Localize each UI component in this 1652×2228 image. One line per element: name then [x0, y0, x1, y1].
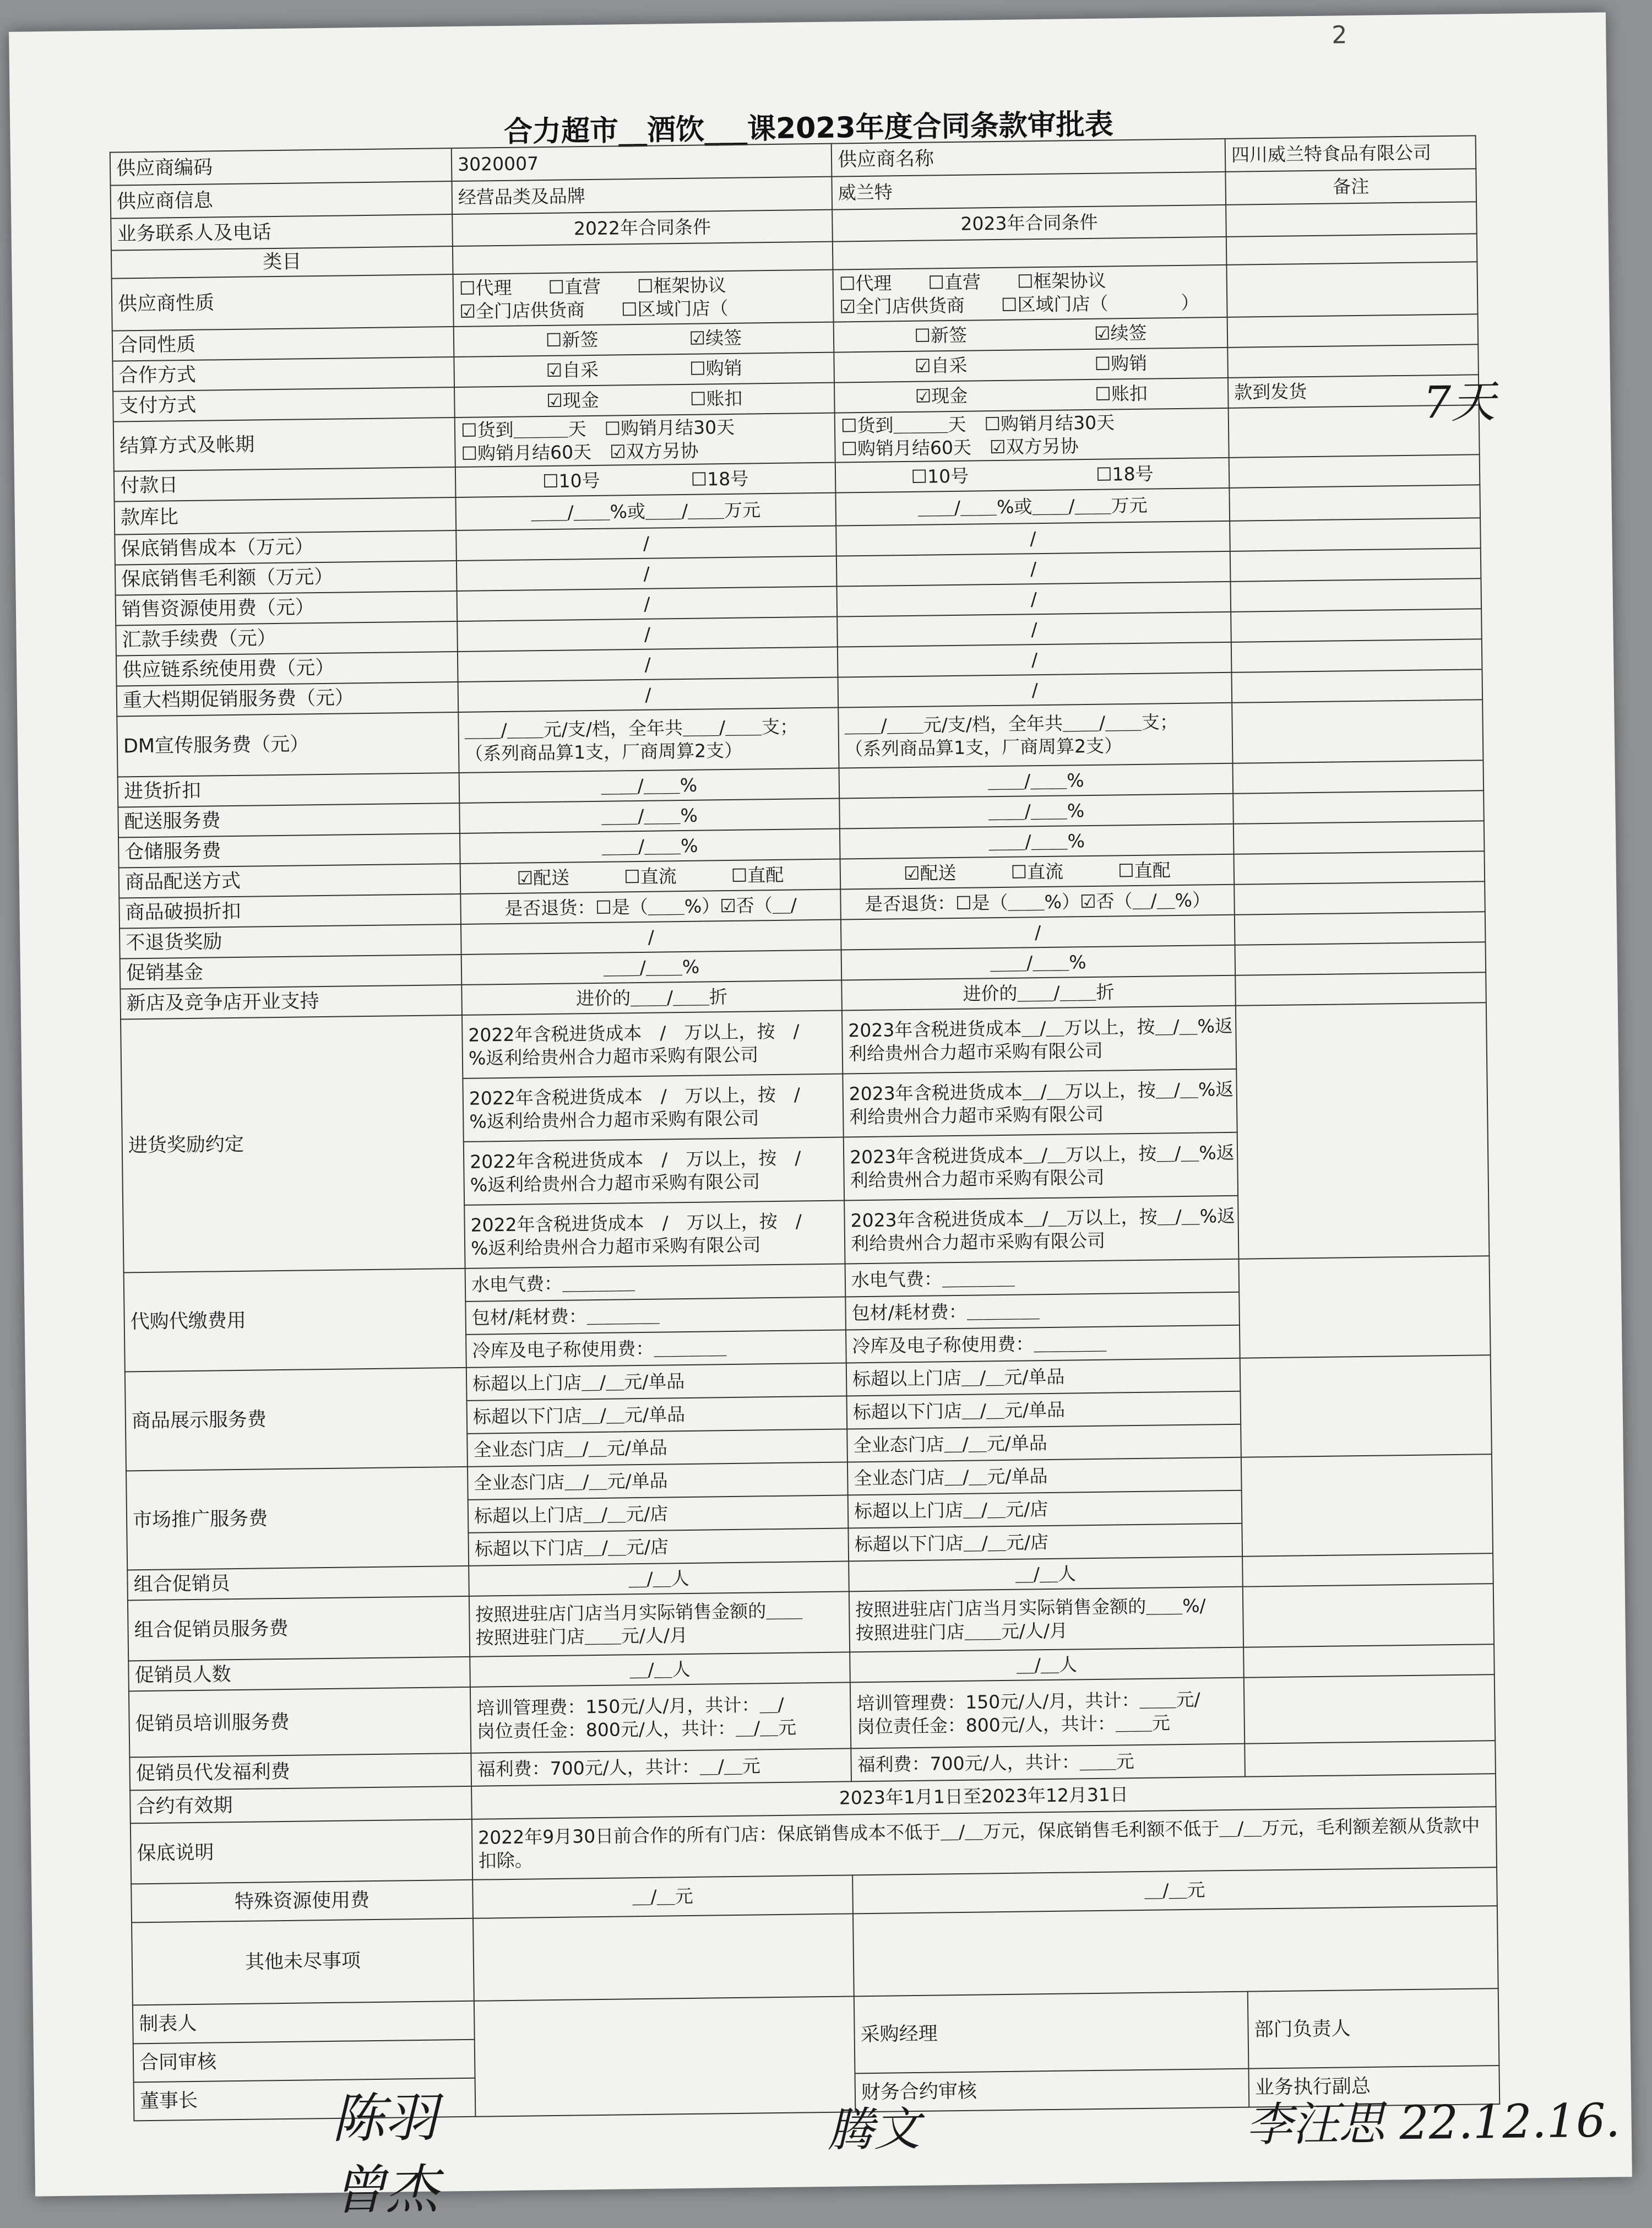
dept-head-label: 部门负责人	[1248, 1988, 1499, 2069]
row-remark	[1230, 518, 1481, 552]
row-2022-line: ☑自采 ☐购销	[546, 357, 742, 382]
row-remark	[1227, 314, 1479, 348]
incentive-2023	[843, 1069, 1237, 1137]
row-2023	[836, 551, 1231, 587]
row-2022	[461, 920, 841, 955]
row-2022-line: ☑配送 ☐直流 ☐直配	[517, 864, 784, 889]
incentive-2023-line: 2023年含税进货成本＿/＿万以上，按＿/＿%返	[850, 1205, 1236, 1231]
incentive-2023	[842, 1006, 1236, 1074]
row-2022-line: ☐10号 ☐18号	[542, 468, 749, 492]
row-2022-line: 是否退货：☐是（＿＿%）☑否（＿/	[504, 894, 797, 919]
row-2023-line: （系列商品算1支，厂商周算2支）	[844, 735, 1123, 760]
row-2023-line: /	[1031, 618, 1037, 640]
category-2022	[453, 242, 833, 274]
row-label: 合同性质	[112, 327, 454, 361]
welfare-label: 促销员代发福利费	[129, 1753, 471, 1791]
welfare-2022: 福利费：700元/人，共计：＿/＿元	[471, 1749, 851, 1786]
row-2022-line: ＿＿/＿＿元/支/档，全年共＿＿/＿＿支；	[464, 715, 798, 741]
incentive-2023-line: 利给贵州合力超市采购有限公司	[849, 1103, 1104, 1128]
group-2022: 标超以上门店＿/＿元/店	[468, 1495, 849, 1533]
incentive-2023-line: 利给贵州合力超市采购有限公司	[850, 1166, 1105, 1191]
row-label: 付款日	[114, 467, 456, 502]
row-label: 供应链系统使用费（元）	[116, 652, 458, 686]
row-2022-line: ☑现金 ☐账扣	[546, 387, 743, 412]
row-2022-line: ☐货到＿＿＿天 ☐购销月结30天	[460, 416, 735, 441]
row-remark	[1234, 852, 1485, 885]
row-label: 保底销售毛利额（万元）	[115, 561, 457, 595]
group-remark	[1241, 1454, 1493, 1557]
incentive-2022-line: %返利给贵州合力超市采购有限公司	[468, 1044, 759, 1069]
group-2022: 冷库及电子称使用费：＿＿＿＿	[466, 1330, 846, 1368]
row-2023-line: /	[1034, 921, 1041, 943]
row-label: 款库比	[115, 497, 457, 535]
training-fee-2022	[470, 1683, 851, 1753]
row-2023-line: ☑现金 ☐账扣	[915, 382, 1148, 407]
row-2022-line: /	[648, 926, 655, 948]
row-2023-line: ＿＿/＿＿%或＿＿/＿＿万元	[917, 494, 1148, 519]
row-label: 进货折扣	[118, 773, 460, 807]
row-remark	[1230, 579, 1481, 612]
row-remark	[1229, 485, 1480, 522]
incentive-2022-line: 2022年含税进货成本 / 万以上，按 /	[469, 1146, 801, 1173]
row-2023-line: ☐新签 ☑续签	[914, 322, 1147, 346]
group-label: 商品展示服务费	[125, 1368, 468, 1471]
row-2023	[840, 885, 1235, 920]
training-fee-label: 促销员培训服务费	[129, 1687, 471, 1758]
row-2023	[841, 975, 1236, 1011]
row-remark	[1232, 700, 1483, 764]
row-2022	[455, 413, 835, 467]
incentive-2022-line: %返利给贵州合力超市采购有限公司	[470, 1234, 761, 1259]
row-remark	[1231, 670, 1482, 703]
form-title: 合力超市__酒饮___课2023年度合同条款审批表	[503, 108, 1114, 149]
row-2022	[456, 526, 836, 561]
guarantee-value: 2022年9月30日前合作的所有门店：保底销售成本不低于＿/＿万元，保底销售毛利额不低于＿/＿万元，毛利额差额从货款中扣除。	[472, 1807, 1497, 1880]
row-remark	[1231, 609, 1482, 643]
contract-review-label: 合同审核	[133, 2040, 475, 2083]
group-2023: 标超以下门店＿/＿元/店	[848, 1524, 1242, 1562]
row-remark	[1232, 761, 1483, 794]
preparer-signature-area	[474, 1997, 856, 2117]
exec-vp-label: 业务执行副总	[1248, 2066, 1499, 2107]
group-2023: 全业态门店＿/＿元/单品	[847, 1424, 1241, 1462]
group-fee-2022-line: 按照进驻店门店当月实际销售金额的＿＿	[475, 1600, 803, 1625]
guarantee-label: 保底说明	[131, 1819, 472, 1884]
row-2022-line: /	[643, 562, 650, 584]
supplier-code-label: 供应商编码	[110, 148, 452, 186]
group-promoter-2022: ＿/＿人	[469, 1562, 849, 1596]
handwritten-purchase-signature: 腾文	[827, 2101, 921, 2157]
special-fee-2022: ＿/＿元	[472, 1875, 853, 1918]
group-2022: 全业态门店＿/＿元/单品	[467, 1429, 847, 1467]
row-2023-line: ＿＿/＿＿%	[988, 799, 1085, 822]
handwritten-reviewer-signature: 曾杰	[332, 2158, 439, 2221]
promoter-count-2022: ＿/＿人	[470, 1652, 850, 1687]
row-2023-line: /	[1030, 588, 1037, 610]
row-2023-line: /	[1031, 648, 1038, 670]
row-label: 仓储服务费	[118, 833, 460, 868]
row-2023	[837, 582, 1231, 617]
row-2023-line: ＿＿/＿＿%	[988, 830, 1085, 853]
row-2023-line: ＿＿/＿＿%	[987, 769, 1084, 792]
row-2023-line: /	[1030, 557, 1037, 579]
row-2023-line: 是否退货：☐是（＿＿%）☑否（＿/＿%）	[864, 888, 1211, 915]
incentive-2022-line: 2022年含税进货成本 / 万以上，按 /	[470, 1210, 802, 1236]
contact-label: 业务联系人及电话	[111, 214, 453, 251]
group-2023: 标超以上门店＿/＿元/店	[848, 1490, 1242, 1528]
group-2022: 全业态门店＿/＿元/单品	[468, 1462, 848, 1500]
incentive-2023	[844, 1132, 1238, 1201]
row-2023	[841, 915, 1235, 950]
other-matters-label: 其他未尽事项	[132, 1918, 474, 2005]
group-label: 市场推广服务费	[126, 1467, 469, 1570]
row-2023	[835, 458, 1230, 493]
incentive-2022-line: 2022年含税进货成本 / 万以上，按 /	[468, 1020, 800, 1046]
category-2023	[833, 237, 1227, 270]
group-promoter-2023: ＿/＿人	[849, 1557, 1243, 1592]
row-2023	[835, 488, 1230, 526]
group-2022: 标超以下门店＿/＿元/店	[468, 1528, 849, 1566]
row-remark	[1226, 262, 1477, 317]
row-2022	[458, 708, 839, 773]
row-2022	[457, 617, 838, 652]
incentive-2022-line: 2022年含税进货成本 / 万以上，按 /	[469, 1083, 801, 1109]
handwritten-remark-days: 7天	[1422, 376, 1496, 429]
incentive-2023-line: 利给贵州合力超市采购有限公司	[848, 1039, 1104, 1065]
row-2022-line: /	[645, 684, 651, 706]
incentive-2022-line: %返利给贵州合力超市采购有限公司	[469, 1107, 759, 1132]
group-2022: 标超以上门店＿/＿元/单品	[466, 1363, 847, 1401]
incentive-2022-line: %返利给贵州合力超市采购有限公司	[470, 1170, 760, 1196]
group-fee-label: 组合促销员服务费	[128, 1596, 470, 1661]
row-label: 不退货奖励	[119, 924, 461, 959]
row-2023-line: ＿＿/＿＿%	[990, 951, 1086, 974]
row-2023	[834, 348, 1228, 383]
incentive-2022	[464, 1201, 845, 1269]
group-fee-2022-line: 按照进驻门店＿＿元/人/月	[475, 1624, 688, 1649]
row-2023-line: ☑自采 ☐购销	[914, 352, 1148, 377]
group-2023: 水电气费：＿＿＿＿	[845, 1259, 1240, 1297]
group-label: 代购代缴费用	[124, 1269, 466, 1372]
group-2023: 冷库及电子称使用费：＿＿＿＿	[846, 1325, 1240, 1363]
row-2022-line: /	[644, 653, 651, 675]
welfare-2023: 福利费：700元/人，共计：＿＿元	[851, 1744, 1245, 1782]
row-remark	[1235, 912, 1486, 945]
row-label: 销售资源使用费（元）	[116, 591, 458, 626]
group-fee-2023-line: 按照进驻店门店当月实际销售金额的＿＿%/	[855, 1595, 1206, 1621]
row-remark	[1234, 881, 1485, 915]
supplier-info-label: 供应商信息	[111, 181, 453, 219]
row-remark	[1229, 455, 1480, 489]
contract-form-paper	[9, 12, 1632, 2221]
row-2023-line: ☑全门店供货商 ☐区域门店（ ）	[839, 291, 1199, 318]
row-remark	[1230, 549, 1481, 582]
row-label: 重大档期促销服务费（元）	[117, 682, 459, 717]
row-2022	[455, 463, 836, 497]
supplier-code-value: 3020007	[452, 144, 832, 181]
incentive-2023-line: 2023年含税进货成本＿/＿万以上，按＿/＿%返	[849, 1141, 1235, 1168]
group-remark	[1240, 1355, 1492, 1457]
group-promoter-remark	[1242, 1553, 1493, 1587]
row-2022	[461, 950, 842, 985]
row-2023	[833, 265, 1227, 322]
row-2022-line: （系列商品算1支，厂商周算2支）	[464, 739, 743, 765]
row-2022	[458, 677, 839, 712]
row-2022	[458, 647, 838, 682]
incentive-2023-line: 利给贵州合力超市采购有限公司	[850, 1229, 1106, 1255]
row-remark	[1231, 639, 1482, 673]
row-2022-line: ☑全门店供货商 ☐区域门店（	[459, 297, 729, 323]
special-fee-2023: ＿/＿元	[852, 1867, 1497, 1913]
row-label: 促销基金	[120, 955, 462, 989]
row-2022	[460, 890, 841, 924]
incentive-2022	[464, 1137, 844, 1205]
row-2022	[461, 980, 842, 1015]
row-2022	[459, 799, 840, 833]
promoter-count-remark	[1243, 1644, 1495, 1678]
row-2022-line: 进价的＿＿/＿＿折	[575, 985, 728, 1010]
row-remark	[1233, 791, 1484, 825]
welfare-remark	[1245, 1741, 1496, 1777]
group-fee-remark	[1243, 1584, 1494, 1647]
row-2023-line: ☐代理 ☐直营 ☐框架协议	[839, 269, 1106, 295]
incentive-label: 进货奖励约定	[121, 1015, 465, 1273]
handwritten-preparer-signature: 陈羽	[331, 2086, 438, 2150]
group-2023: 全业态门店＿/＿元/单品	[847, 1457, 1242, 1495]
promoter-count-2023: ＿/＿人	[850, 1647, 1244, 1683]
brand-value: 威兰特	[832, 172, 1226, 210]
row-2023	[838, 673, 1232, 708]
chairman-label: 董事长	[134, 2078, 476, 2121]
row-2022-line: /	[644, 593, 650, 615]
row-label: 支付方式	[113, 387, 455, 422]
training-fee-remark	[1244, 1674, 1495, 1744]
row-remark: 款到发货	[1228, 375, 1479, 408]
other-2023	[853, 1906, 1498, 1996]
group-2022: 标超以下门店＿/＿元/单品	[467, 1396, 847, 1434]
row-2023	[838, 642, 1232, 677]
row-label: DM宣传服务费（元）	[117, 712, 459, 777]
row-label: 保底销售成本（万元）	[115, 530, 457, 565]
row-2023	[840, 854, 1235, 890]
category-remark	[1226, 234, 1477, 264]
row-remark	[1233, 821, 1485, 855]
row-2023-line: /	[1030, 527, 1036, 549]
row-2022	[460, 829, 840, 864]
group-fee-2023-line: 按照进驻门店＿＿元/人/月	[855, 1619, 1068, 1644]
training-fee-2023	[850, 1678, 1245, 1749]
row-2022	[454, 322, 834, 356]
validity-value: 2023年1月1日至2023年12月31日	[471, 1774, 1496, 1819]
supplier-name-value: 四川威兰特食品有限公司	[1225, 135, 1476, 172]
row-2023	[835, 408, 1229, 463]
row-label: 供应商性质	[112, 274, 454, 331]
row-2023	[838, 703, 1232, 768]
row-2023-line: ☐货到＿＿＿天 ☐购销月结30天	[840, 411, 1115, 437]
row-2022	[454, 352, 834, 387]
row-2022-line: ＿＿/＿＿%或＿＿/＿＿万元	[531, 499, 761, 524]
row-2022-line: ＿＿/＿＿%	[603, 956, 700, 979]
group-promoter-label: 组合促销员	[127, 1566, 469, 1601]
row-2023	[839, 794, 1233, 829]
group-2022: 水电气费：＿＿＿＿	[465, 1264, 846, 1302]
row-2022-line: ☐代理 ☐直营 ☐框架协议	[459, 274, 726, 299]
row-2023-line: ☐10号 ☐18号	[911, 463, 1154, 487]
special-fee-label: 特殊资源使用费	[131, 1880, 473, 1923]
header-2023: 2023年合同条件	[832, 205, 1226, 242]
page-number: 2	[1332, 21, 1347, 50]
group-fee-2023	[849, 1587, 1243, 1652]
training-fee-2022-line: 培训管理费：150元/人/月，共计：＿/	[476, 1693, 784, 1719]
brand-label: 经营品类及品牌	[452, 177, 832, 214]
row-2022	[455, 493, 836, 530]
category-label: 类目	[111, 246, 453, 278]
incentive-2023	[844, 1196, 1238, 1264]
row-2022	[460, 859, 841, 894]
remarks-empty	[1226, 202, 1477, 237]
row-2022-line: /	[643, 532, 650, 554]
row-2023	[836, 521, 1230, 556]
incentive-2022	[462, 1011, 843, 1078]
row-2022-line: ＿＿/＿＿%	[601, 774, 698, 797]
group-2023: 标超以上门店＿/＿元/单品	[846, 1358, 1241, 1396]
row-2023	[837, 612, 1231, 647]
incentive-2022	[463, 1074, 843, 1142]
row-2023-line: /	[1031, 679, 1039, 701]
row-2022-line: ＿＿/＿＿%	[601, 834, 698, 858]
purchase-manager-label: 采购经理	[854, 1992, 1249, 2074]
row-label: 结算方式及帐期	[113, 418, 455, 471]
validity-label: 合约有效期	[130, 1786, 472, 1824]
finance-review-label: 财务合约审核	[855, 2069, 1249, 2112]
supplier-name-label: 供应商名称	[832, 139, 1226, 177]
row-2022-line: ＿＿/＿＿%	[601, 804, 698, 827]
row-remark	[1235, 972, 1486, 1006]
incentive-2023-line: 2023年含税进货成本＿/＿万以上，按＿/＿%返	[849, 1078, 1234, 1104]
row-2023-line: ☐购销月结60天 ☑双方另协	[841, 435, 1079, 460]
row-label: 新店及竞争店开业支持	[120, 985, 462, 1020]
row-label: 合作方式	[112, 357, 454, 392]
training-fee-2023-line: 培训管理费：150元/人/月，共计：＿＿元/	[856, 1688, 1200, 1715]
row-label: 商品配送方式	[119, 864, 461, 898]
preparer-label: 制表人	[133, 2001, 475, 2044]
group-2023: 标超以下门店＿/＿元/单品	[846, 1391, 1241, 1429]
other-2022	[473, 1914, 854, 2001]
row-2022	[457, 556, 837, 591]
row-2022	[453, 269, 834, 326]
row-2022	[454, 382, 835, 417]
row-2023	[840, 824, 1234, 859]
row-2022	[459, 768, 840, 803]
row-2023-line: ☑配送 ☐直流 ☐直配	[903, 859, 1171, 884]
incentive-remark	[1236, 1002, 1490, 1259]
row-label: 汇款手续费（元）	[116, 621, 458, 656]
row-2022-line: ☐购销月结60天 ☑双方另协	[461, 440, 699, 464]
group-2023: 包材/耗材费：＿＿＿＿	[845, 1292, 1240, 1330]
row-2022-line: ☐新签 ☑续签	[545, 327, 742, 351]
contract-terms-table	[110, 135, 1501, 2121]
remarks-header: 备注	[1225, 169, 1476, 205]
training-fee-2022-line: 岗位责任金：800元/人，共计：＿/＿元	[476, 1716, 797, 1742]
row-label: 商品破损折扣	[119, 894, 461, 929]
row-2022	[457, 587, 838, 621]
header-2022: 2022年合同条件	[452, 210, 833, 246]
handwritten-dept-signature: 李汪思 22.12.16.	[1246, 2093, 1621, 2152]
row-2023	[841, 945, 1236, 980]
row-2023	[834, 378, 1229, 413]
incentive-2023-line: 2023年含税进货成本＿/＿万以上，按＿/＿%返	[848, 1015, 1233, 1041]
row-remark	[1235, 942, 1486, 975]
row-2023-line: 进价的＿＿/＿＿折	[963, 981, 1115, 1005]
group-2022: 包材/耗材费：＿＿＿＿	[465, 1297, 846, 1335]
row-2023	[839, 763, 1233, 799]
row-label: 配送服务费	[118, 803, 460, 838]
row-2023	[834, 317, 1228, 353]
row-2022-line: /	[644, 623, 651, 645]
row-2023-line: ＿＿/＿＿元/支/档，全年共＿＿/＿＿支；	[844, 711, 1178, 737]
promoter-count-label: 促销员人数	[128, 1657, 470, 1692]
training-fee-2023-line: 岗位责任金：800元/人，共计：＿＿元	[856, 1712, 1171, 1738]
group-fee-2022	[469, 1592, 850, 1657]
group-remark	[1238, 1256, 1490, 1358]
